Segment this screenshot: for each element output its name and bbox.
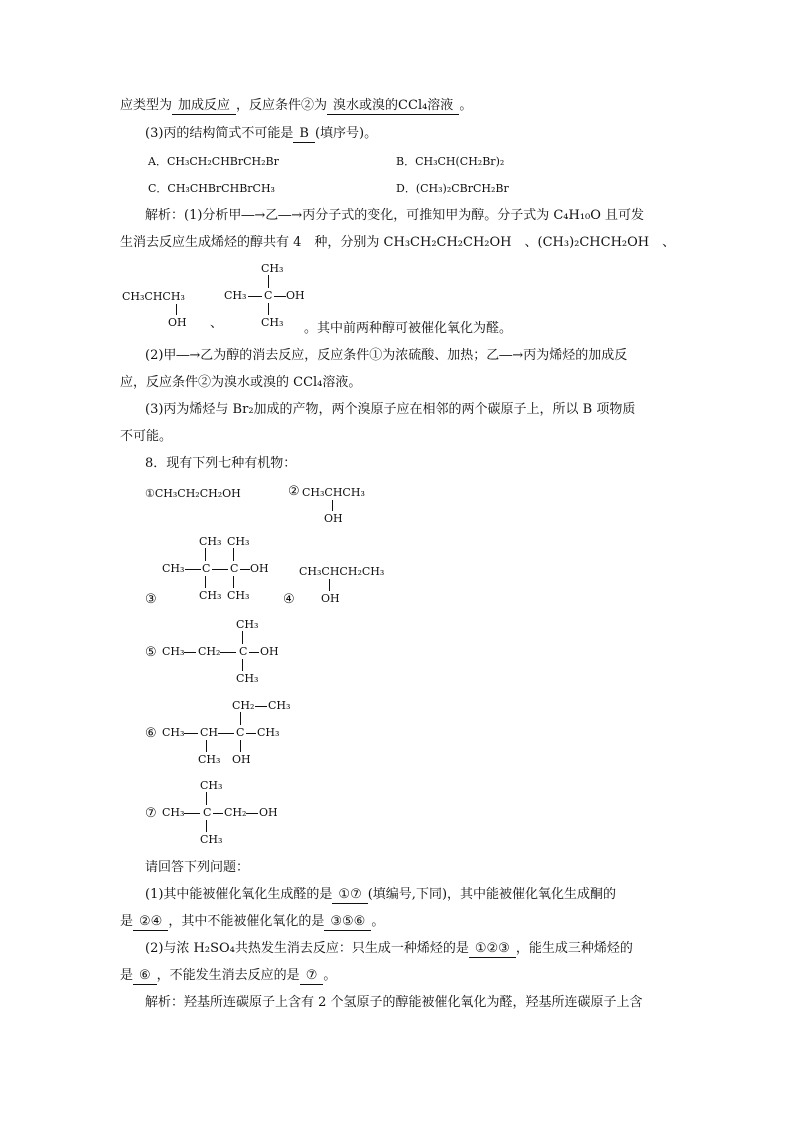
bond <box>255 706 267 707</box>
chain-text: CH₃CHCH₃ <box>122 290 185 303</box>
analysis-line-6: (3)丙为烯烃与 Br₂加成的产物，两个溴原子应在相邻的两个碳原子上，所以 B 项物质 <box>145 402 636 417</box>
bond <box>268 275 269 288</box>
answer-2-line-2 <box>120 968 336 985</box>
ch3: CH₃ <box>200 779 223 792</box>
structure-tert-butanol <box>224 262 314 332</box>
analysis-line-3-end: 。其中前两种醇可被催化氧化为醛。 <box>304 321 513 336</box>
ch3: CH₃ <box>162 726 185 739</box>
answer-blank: ①②③ <box>469 941 516 958</box>
bond <box>212 569 228 570</box>
ch3: CH₃ <box>236 618 259 631</box>
text: 。 <box>323 968 337 983</box>
text: ，其中不能被催化氧化的是 <box>168 914 325 929</box>
oh: OH <box>232 753 251 766</box>
oh: OH <box>259 806 278 819</box>
analysis-line-1: 解析：(1)分析甲―→乙―→丙分子式的变化，可推知甲为醇。分子式为 C₄H₁₀O 且可发 <box>145 208 645 223</box>
bond <box>218 733 234 734</box>
bond <box>206 820 207 832</box>
ch3: CH₃ <box>162 562 185 575</box>
ch3: CH₃ <box>236 672 259 685</box>
structure-compound-7 <box>162 779 302 854</box>
text: 应类型为 <box>120 98 173 113</box>
answer-blank: ①⑦ <box>332 887 367 904</box>
oh-text: OH <box>321 592 340 605</box>
question-3-line <box>145 126 377 143</box>
bond <box>213 813 223 814</box>
bond <box>248 296 262 297</box>
ch3: CH₃ <box>200 833 223 846</box>
structure-compound-3 <box>162 535 282 610</box>
text: (2)与浓 H₂SO₄共热发生消去反应：只生成一种烯烃的是 <box>145 941 469 956</box>
structure-compound-6 <box>162 699 312 774</box>
answer-blank: B <box>293 126 315 143</box>
option-d: D．(CH₃)₂CBrCH₂Br <box>396 182 509 195</box>
analysis-line-4: (2)甲―→乙为醇的消去反应，反应条件①为浓硫酸、加热；乙―→丙为烯烃的加成反 <box>145 348 628 363</box>
ch2: CH₂ <box>232 699 255 712</box>
bond <box>184 733 198 734</box>
answer-1-line <box>145 887 616 904</box>
analysis-line-7: 不可能。 <box>120 429 173 444</box>
ch3: CH₃ <box>199 535 222 548</box>
ch3: CH₃ <box>227 535 250 548</box>
structure-compound-5 <box>162 618 302 693</box>
bond <box>220 652 236 653</box>
reaction-type-line <box>120 98 472 115</box>
oh-text: OH <box>324 512 343 525</box>
oh-text: OH <box>286 289 305 302</box>
answer-blank: ③⑤⑥ <box>324 914 371 931</box>
oh: OH <box>260 645 279 658</box>
answer-2-line <box>145 941 633 958</box>
bond <box>242 659 243 671</box>
compound-7-number: ⑦ <box>145 806 157 821</box>
compound-1: ①CH₃CH₂CH₂OH <box>145 487 241 500</box>
bond <box>205 576 206 588</box>
structure-2-butanol <box>122 290 212 330</box>
bond <box>329 579 330 591</box>
bond <box>242 631 243 644</box>
bond <box>274 296 286 297</box>
ch3-left: CH₃ <box>224 289 247 302</box>
text: 。 <box>371 914 385 929</box>
ch: CH <box>200 726 219 739</box>
c: C <box>239 645 248 658</box>
c: C <box>230 562 239 575</box>
bond <box>240 569 250 570</box>
ch2: CH₂ <box>224 806 247 819</box>
bond <box>240 712 241 725</box>
ch3: CH₃ <box>162 806 185 819</box>
text: (填编号,下同)，其中能被催化氧化生成酮的 <box>367 887 617 902</box>
bond <box>184 652 196 653</box>
answer-blank: ②④ <box>133 914 168 931</box>
bond <box>268 303 269 315</box>
ch3: CH₃ <box>198 753 221 766</box>
answer-1-line-2 <box>120 914 384 931</box>
option-c: C．CH₃CHBrCHBrCH₃ <box>148 182 275 195</box>
separator: 、 <box>210 316 224 331</box>
text: ，反应条件②为 <box>236 98 328 113</box>
ch2: CH₂ <box>198 645 221 658</box>
text: 是 <box>120 968 134 983</box>
chain-text: CH₃CHCH₃ <box>302 486 365 499</box>
ch3-top: CH₃ <box>261 262 284 275</box>
c: C <box>236 726 245 739</box>
text: (3)丙的结构简式不可能是 <box>145 126 294 141</box>
text: 。 <box>459 98 473 113</box>
chain-text: CH₃CHCH₂CH₃ <box>299 565 385 578</box>
oh-text: OH <box>168 316 187 329</box>
c-center: C <box>264 289 273 302</box>
compound-5-number: ⑤ <box>145 645 157 660</box>
c: C <box>203 806 212 819</box>
bond <box>246 733 256 734</box>
text: ，能生成三种烯烃的 <box>515 941 633 956</box>
bond <box>240 740 241 752</box>
analysis-line-2: 生消去反应生成烯烃的醇共有 4 种，分别为 CH₃CH₂CH₂CH₂OH 、(CH₃)₂CHCH₂OH 、 <box>120 235 676 250</box>
compound-3-number: ③ <box>145 592 157 607</box>
analysis-line-5: 应，反应条件②为溴水或溴的 CCl₄溶液。 <box>120 375 362 390</box>
option-b: B．CH₃CH(CH₂Br)₂ <box>396 155 505 168</box>
ch3: CH₃ <box>162 645 185 658</box>
bond <box>185 569 201 570</box>
compound-2-number: ② <box>288 484 300 499</box>
bond <box>206 740 207 752</box>
bond <box>205 548 206 561</box>
compound-4-number: ④ <box>283 592 295 607</box>
bond <box>233 576 234 588</box>
text: ，不能发生消去反应的是 <box>156 968 300 983</box>
bond <box>206 792 207 805</box>
option-a: A．CH₃CH₂CHBrCH₂Br <box>148 155 279 168</box>
bond <box>246 813 258 814</box>
answer-blank: 溴水或溴的CCl₄溶液 <box>327 98 459 115</box>
question-8-title: 8．现有下列七种有机物： <box>145 456 297 471</box>
bond <box>233 548 234 561</box>
bond <box>176 304 177 315</box>
prompt-line: 请回答下列问题： <box>145 860 250 875</box>
bond <box>332 500 333 511</box>
compound-6-number: ⑥ <box>145 726 157 741</box>
c: C <box>202 562 211 575</box>
bond <box>249 652 259 653</box>
ch3: CH₃ <box>199 589 222 602</box>
text: (填序号)。 <box>314 126 378 141</box>
ch3: CH₃ <box>268 699 291 712</box>
structure-compound-4 <box>299 565 399 610</box>
structure-compound-2 <box>302 486 382 526</box>
text: (1)其中能被催化氧化生成醛的是 <box>145 887 333 902</box>
oh: OH <box>250 562 269 575</box>
ch3: CH₃ <box>227 589 250 602</box>
text: 是 <box>120 914 134 929</box>
bond <box>184 813 200 814</box>
answer-blank: ⑥ <box>133 968 157 985</box>
ch3-bottom: CH₃ <box>261 316 284 329</box>
answer-blank: ⑦ <box>300 968 324 985</box>
ch3: CH₃ <box>257 726 280 739</box>
answer-blank: 加成反应 <box>172 98 236 115</box>
analysis-final-line: 解析：羟基所连碳原子上含有 2 个氢原子的醇能被催化氧化为醛，羟基所连碳原子上含 <box>145 995 643 1010</box>
